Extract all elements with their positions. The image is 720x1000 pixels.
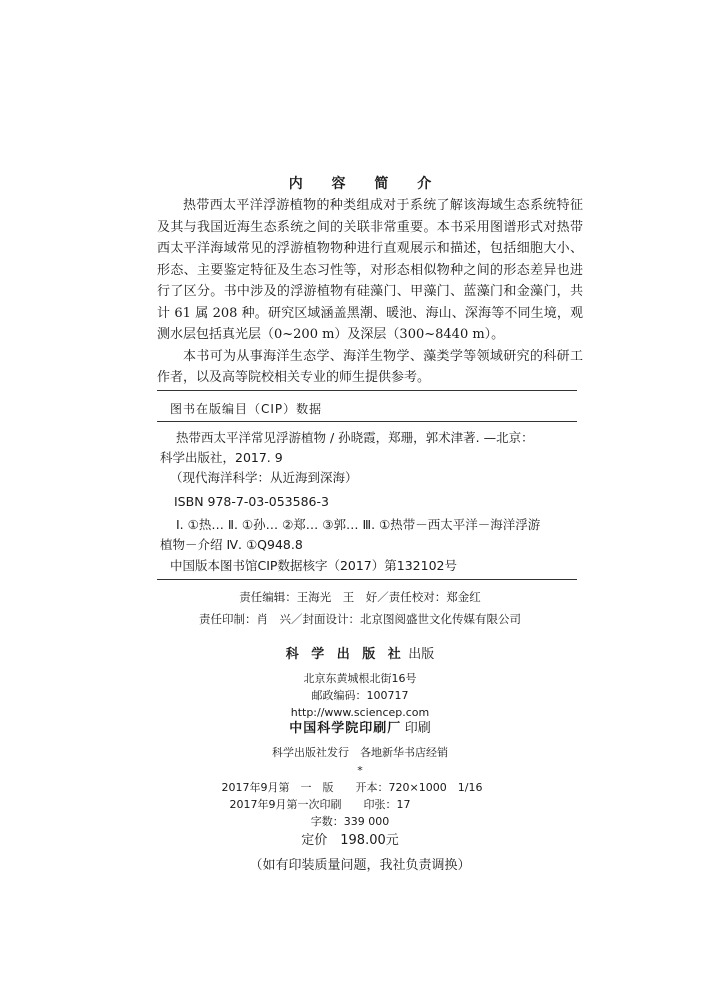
edition-line-3: 字数：339 000 xyxy=(310,815,390,828)
edition-line-2: 2017年9月第一次印刷 印张：17 xyxy=(229,798,411,811)
cip-class-line-1: Ⅰ. ①热… Ⅱ. ①孙… ②郑… ③郭… Ⅲ. ①热带－西太平洋－海洋浮游 xyxy=(176,517,541,532)
publisher-postcode: 邮政编码：100717 xyxy=(311,689,409,702)
intro-paragraph-1: 热带西太平洋浮游植物的种类组成对于系统了解该海域生态系统特征及其与我国近海生态系统之间的关联非常重要。本书采用图谱形式对热带西太平洋海域常见的浮游植物物种进行直观展示和描述，包括细胞大小、形态、主要鉴定特征及生态习性等，对形态相似物种之间的形态差异也进行了区分。书中涉及的浮游植物有硅藻门、甲藻门、蓝藻门和金藻门，共计 61 属 208 种。研究区域涵盖黑潮、暖池、海山、深海等不同生境，观测水层包括真光层（0~200 m）及深层（300~8440 m）。 xyxy=(157,198,583,342)
section-title: 内 容 简 介 xyxy=(288,176,444,192)
book-introduction xyxy=(157,195,583,389)
credits-line-1: 责任编辑：王海光 王 好／责任校对：郑金红 xyxy=(239,590,481,604)
cip-heading: 图书在版编目（CIP）数据 xyxy=(170,402,323,416)
cip-verify-block xyxy=(160,556,580,576)
distribution: 科学出版社发行 各地新华书店经销 xyxy=(272,746,448,759)
top-divider xyxy=(157,390,577,391)
publisher-action: 出版 xyxy=(408,647,435,662)
printer-action: 印刷 xyxy=(404,721,431,736)
cip-verify: 中国版本图书馆CIP数据核字（2017）第132102号 xyxy=(170,558,457,573)
cip-classification xyxy=(160,515,580,555)
cip-entry-line-1: 热带西太平洋常见浮游植物 / 孙晓霞，郑珊，郭术津著. —北京： xyxy=(176,430,534,445)
edition-line-1: 2017年9月第 一 版 开本：720×1000 1/16 xyxy=(221,781,483,794)
cip-entry xyxy=(160,428,580,488)
quality-notice: （如有印装质量问题，我社负责调换） xyxy=(249,858,471,873)
publisher-line xyxy=(0,646,720,663)
publisher-name: 科 学 出 版 社 xyxy=(285,647,405,662)
intro-paragraph-2: 本书可为从事海洋生态学、海洋生物学、藻类学等领域研究的科研工作者，以及高等院校相关专业的师生提供参考。 xyxy=(157,348,583,385)
cip-isbn-block xyxy=(160,492,580,512)
price: 定价 198.00元 xyxy=(301,833,399,848)
publisher-url: http://www.sciencep.com xyxy=(290,706,430,719)
credits-line-2: 责任印制：肖 兴／封面设计：北京图阅盛世文化传媒有限公司 xyxy=(199,612,521,626)
cip-heading-divider xyxy=(157,421,577,422)
printer-name: 中国科学院印刷厂 xyxy=(289,721,402,736)
separator-star: * xyxy=(357,764,363,777)
cip-series: （现代海洋科学：从近海到深海） xyxy=(170,470,358,485)
cip-class-line-2: 植物－介绍 Ⅳ. ①Q948.8 xyxy=(160,537,303,552)
cip-isbn: ISBN 978-7-03-053586-3 xyxy=(174,494,329,509)
cip-bottom-divider xyxy=(157,579,577,580)
publisher-address: 北京东黄城根北街16号 xyxy=(303,672,417,685)
printer-line xyxy=(0,720,720,737)
cip-entry-line-2: 科学出版社，2017. 9 xyxy=(160,450,283,465)
